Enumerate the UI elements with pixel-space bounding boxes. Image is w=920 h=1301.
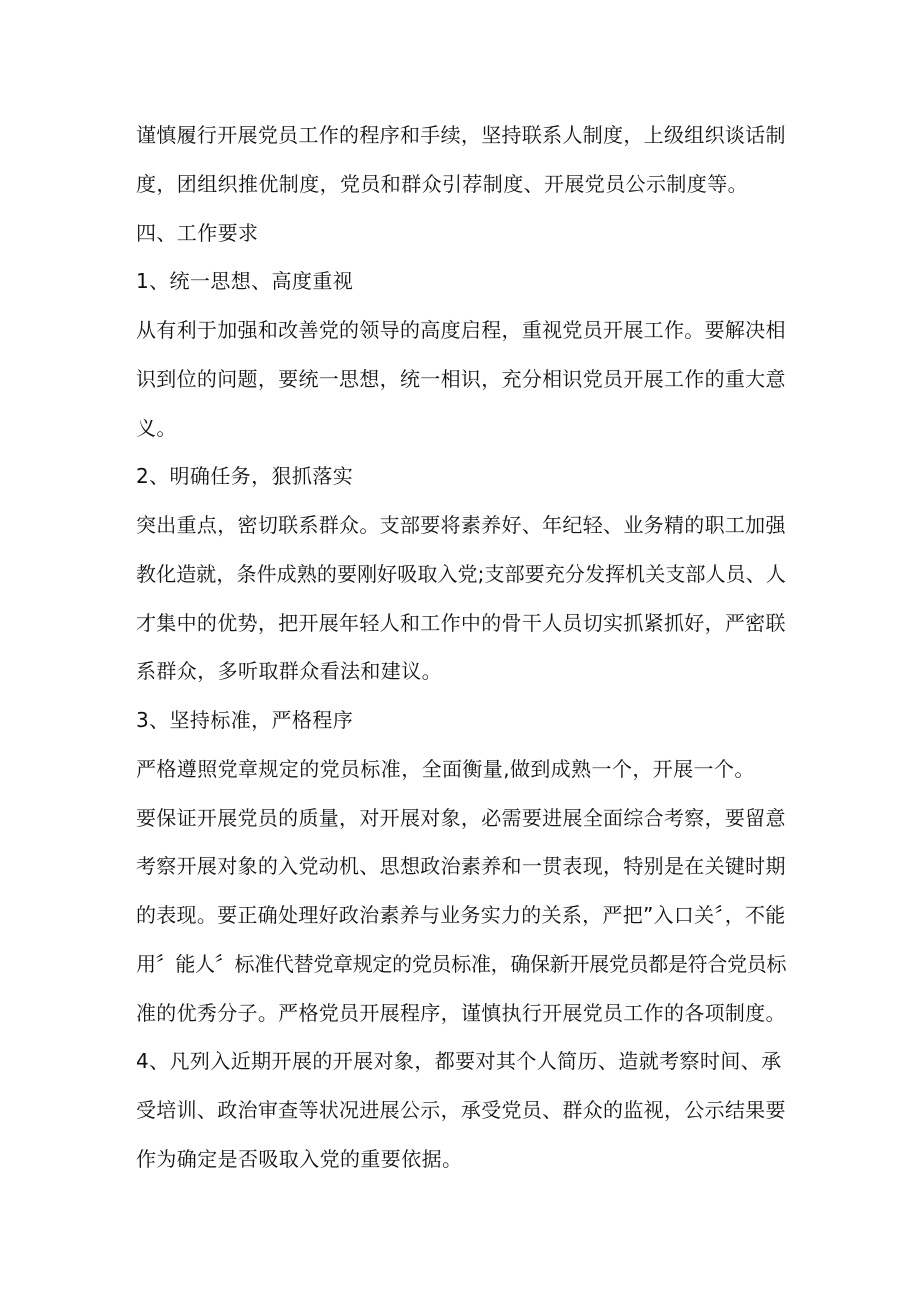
subsection-heading: 4、凡列入近期开展的开展对象，都要对其个人简历、造就考察时间、承 (136, 1049, 782, 1073)
text-line: 从有利于加强和改善党的领导的高度启程，重视党员开展工作。要解决相 (136, 318, 786, 342)
text-line: 作为确定是否吸取入党的重要依据。 (136, 1147, 463, 1171)
text-line: 用〞能人〞标准代替党章规定的党员标准，确保新开展党员都是符合党员标 (136, 952, 787, 976)
subsection-heading: 3、坚持标准，严格程序 (136, 708, 354, 732)
text-line: 才集中的优势，把开展年轻人和工作中的骨干人员切实抓紧抓好，严密联 (136, 611, 786, 635)
subsection-heading: 1、统一思想、高度重视 (136, 269, 354, 293)
subsection-heading: 2、明确任务，狠抓落实 (136, 464, 354, 488)
text-line: 谨慎履行开展党员工作的程序和手续，坚持联系人制度，上级组织谈话制 (136, 123, 786, 147)
text-line: 突出重点，密切联系群众。支部要将素养好、年纪轻、业务精的职工加强 (136, 513, 786, 537)
text-line: 系群众，多听取群众看法和建议。 (136, 659, 442, 683)
text-line: 义。 (136, 416, 177, 440)
text-line: 准的优秀分子。严格党员开展程序，谨慎执行开展党员工作的各项制度。 (136, 1001, 786, 1025)
text-line: 度，团组织推优制度，党员和群众引荐制度、开展党员公示制度等。 (136, 172, 748, 196)
text-line: 教化造就，条件成熟的要刚好吸取入党;支部要充分发挥机关支部人员、人 (136, 562, 786, 586)
text-line: 识到位的问题，要统一思想，统一相识，充分相识党员开展工作的重大意 (136, 367, 786, 391)
text-line: 要保证开展党员的质量，对开展对象，必需要进展全面综合考察，要留意 (136, 806, 786, 830)
text-line: 严格遵照党章规定的党员标准，全面衡量,做到成熟一个，开展一个。 (136, 757, 755, 781)
text-line: 受培训、政治审查等状况进展公示，承受党员、群众的监视，公示结果要 (136, 1098, 786, 1122)
text-line: 考察开展对象的入党动机、思想政治素养和一贯表现，特别是在关键时期 (136, 854, 786, 878)
text-line: 的表现。要正确处理好政治素养与业务实力的关系，严把”入口关〞，不能 (136, 903, 786, 927)
section-heading: 四、工作要求 (136, 221, 259, 245)
